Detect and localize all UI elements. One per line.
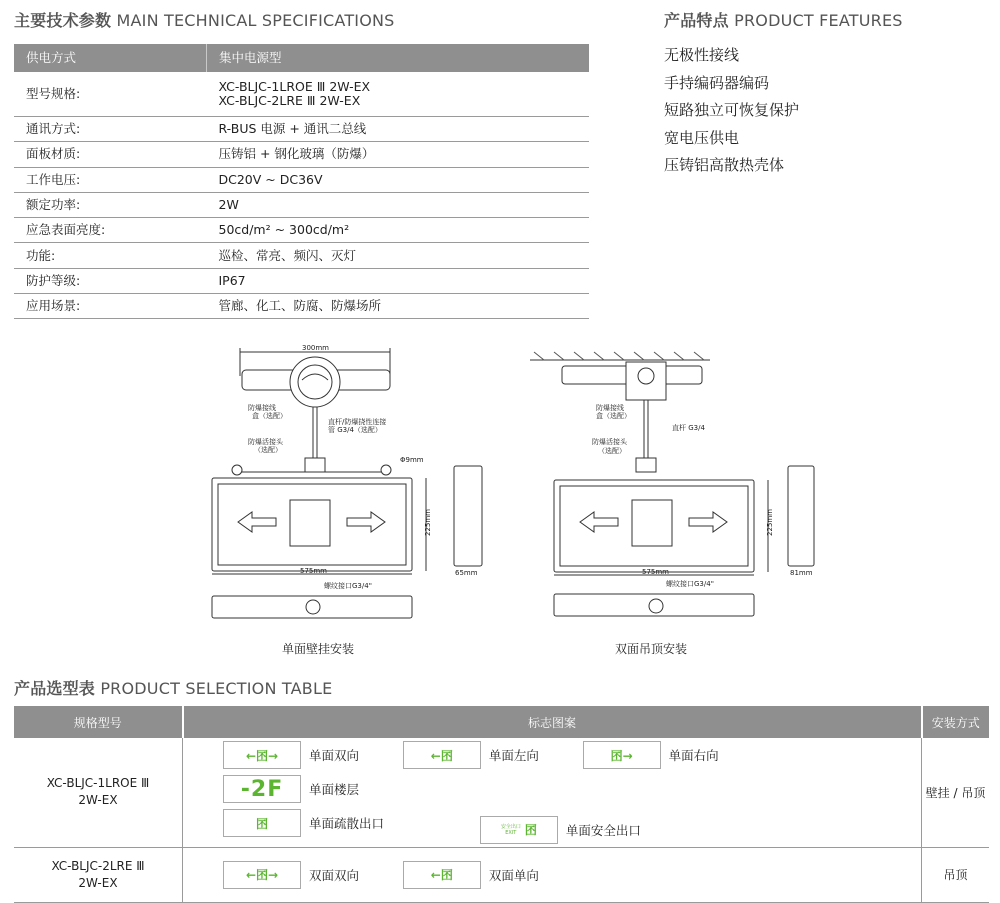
- ceiling-mount-caption: 双面吊顶安装: [615, 642, 688, 656]
- svg-text:盒（选配）: 盒（选配）: [252, 412, 287, 420]
- spec-row: 防护等级: IP67: [14, 268, 589, 293]
- spec-row: 型号规格: XC-BLJC-1LROE Ⅲ 2W-EX XC-BLJC-2LRE Ⅲ 2W-EX: [14, 72, 589, 117]
- svg-text:Φ9mm: Φ9mm: [400, 456, 424, 464]
- svg-text:（选配）: （选配）: [598, 447, 626, 455]
- svg-text:575mm: 575mm: [300, 567, 327, 575]
- svg-text:螺纹接口G3/4": 螺纹接口G3/4": [324, 582, 372, 590]
- sign-item: ←囨 双面单向: [403, 861, 579, 889]
- installation-diagram: [200, 340, 840, 660]
- svg-text:防爆活接头: 防爆活接头: [592, 438, 627, 446]
- left-arrow-exit-sign-icon: ←囨: [403, 741, 481, 769]
- feature-item: 宽电压供电: [664, 128, 740, 147]
- sign-item: ←囨→ 双面双向: [223, 861, 399, 889]
- svg-text:直杆 G3/4: 直杆 G3/4: [672, 424, 705, 432]
- sign-item: -2F 单面楼层: [223, 775, 399, 803]
- svg-text:81mm: 81mm: [790, 569, 813, 577]
- svg-text:防爆接线: 防爆接线: [248, 404, 276, 412]
- selection-table: [14, 706, 989, 903]
- feature-item: 无极性接线: [664, 46, 740, 64]
- sign-item: 囨→ 单面右向: [583, 741, 759, 769]
- feature-item: 压铸铝高散热壳体: [664, 156, 785, 174]
- evacuation-exit-sign-icon: 囨: [223, 809, 301, 837]
- svg-text:65mm: 65mm: [455, 569, 478, 577]
- svg-text:575mm: 575mm: [642, 568, 669, 576]
- svg-text:300mm: 300mm: [302, 344, 329, 352]
- sign-item: 安全出口 EXIT 囨 单面安全出口: [480, 816, 656, 844]
- selection-row: XC-BLJC-1LROE Ⅲ 2W-EX ←囨→ 单面双向 ←囨 单面左向 囨→ 单面右向 -2F 单面楼层 囨 单面疏散出口 安全出口 EXIT 囨 单面安全出口 壁挂 / 吊顶: [14, 738, 989, 847]
- selection-header-row: 规格型号 标志图案 安装方式: [14, 706, 989, 738]
- floor-sign-icon: -2F: [223, 775, 301, 803]
- svg-text:（选配）: （选配）: [254, 446, 282, 454]
- sign-item: ←囨→ 单面双向: [223, 741, 399, 769]
- specs-header-row: 供电方式 集中电源型: [14, 44, 589, 72]
- double-arrow-exit-sign-icon: ←囨→: [223, 741, 301, 769]
- features-list: [664, 42, 799, 180]
- wall-mount-drawing: [212, 344, 482, 618]
- features-title: 产品特点 PRODUCT FEATURES: [664, 11, 903, 30]
- svg-text:螺纹接口G3/4": 螺纹接口G3/4": [666, 580, 714, 588]
- spec-row: 应急表面亮度: 50cd/m² ~ 300cd/m²: [14, 218, 589, 243]
- double-sided-double-arrow-sign-icon: ←囨→: [223, 861, 301, 889]
- svg-text:防爆接线: 防爆接线: [596, 404, 624, 412]
- selection-row: XC-BLJC-2LRE Ⅲ 2W-EX ←囨→ 双面双向 ←囨 双面单向 吊顶: [14, 847, 989, 902]
- selection-title: 产品选型表 PRODUCT SELECTION TABLE: [14, 679, 333, 698]
- spec-row: 应用场景: 管廊、化工、防腐、防爆场所: [14, 294, 589, 319]
- spec-row: 面板材质: 压铸铝 + 钢化玻璃（防爆）: [14, 142, 589, 167]
- safety-exit-sign-icon: 安全出口 EXIT 囨: [480, 816, 558, 844]
- wall-mount-caption: 单面壁挂安装: [282, 642, 355, 656]
- svg-text:直杆/防爆挠性连接: 直杆/防爆挠性连接: [328, 418, 387, 426]
- svg-text:盒（选配）: 盒（选配）: [596, 412, 631, 420]
- svg-text:225mm: 225mm: [766, 509, 774, 536]
- svg-text:225mm: 225mm: [424, 509, 432, 536]
- specs-title: 主要技术参数 MAIN TECHNICAL SPECIFICATIONS: [14, 11, 395, 30]
- ceiling-mount-drawing: [530, 352, 814, 616]
- svg-text:防爆活接头: 防爆活接头: [248, 438, 283, 446]
- spec-row: 功能: 巡检、常亮、频闪、灭灯: [14, 243, 589, 268]
- svg-text:管 G3/4（选配）: 管 G3/4（选配）: [328, 426, 382, 434]
- right-arrow-exit-sign-icon: 囨→: [583, 741, 661, 769]
- specs-table: [14, 44, 589, 319]
- feature-item: 短路独立可恢复保护: [664, 101, 800, 119]
- sign-item: 囨 单面疏散出口: [223, 809, 399, 837]
- sign-item: ←囨 单面左向: [403, 741, 579, 769]
- feature-item: 手持编码器编码: [664, 73, 770, 92]
- double-sided-single-arrow-sign-icon: ←囨: [403, 861, 481, 889]
- spec-row: 工作电压: DC20V ~ DC36V: [14, 167, 589, 192]
- spec-row: 额定功率: 2W: [14, 192, 589, 217]
- spec-row: 通讯方式: R-BUS 电源 + 通讯二总线: [14, 117, 589, 142]
